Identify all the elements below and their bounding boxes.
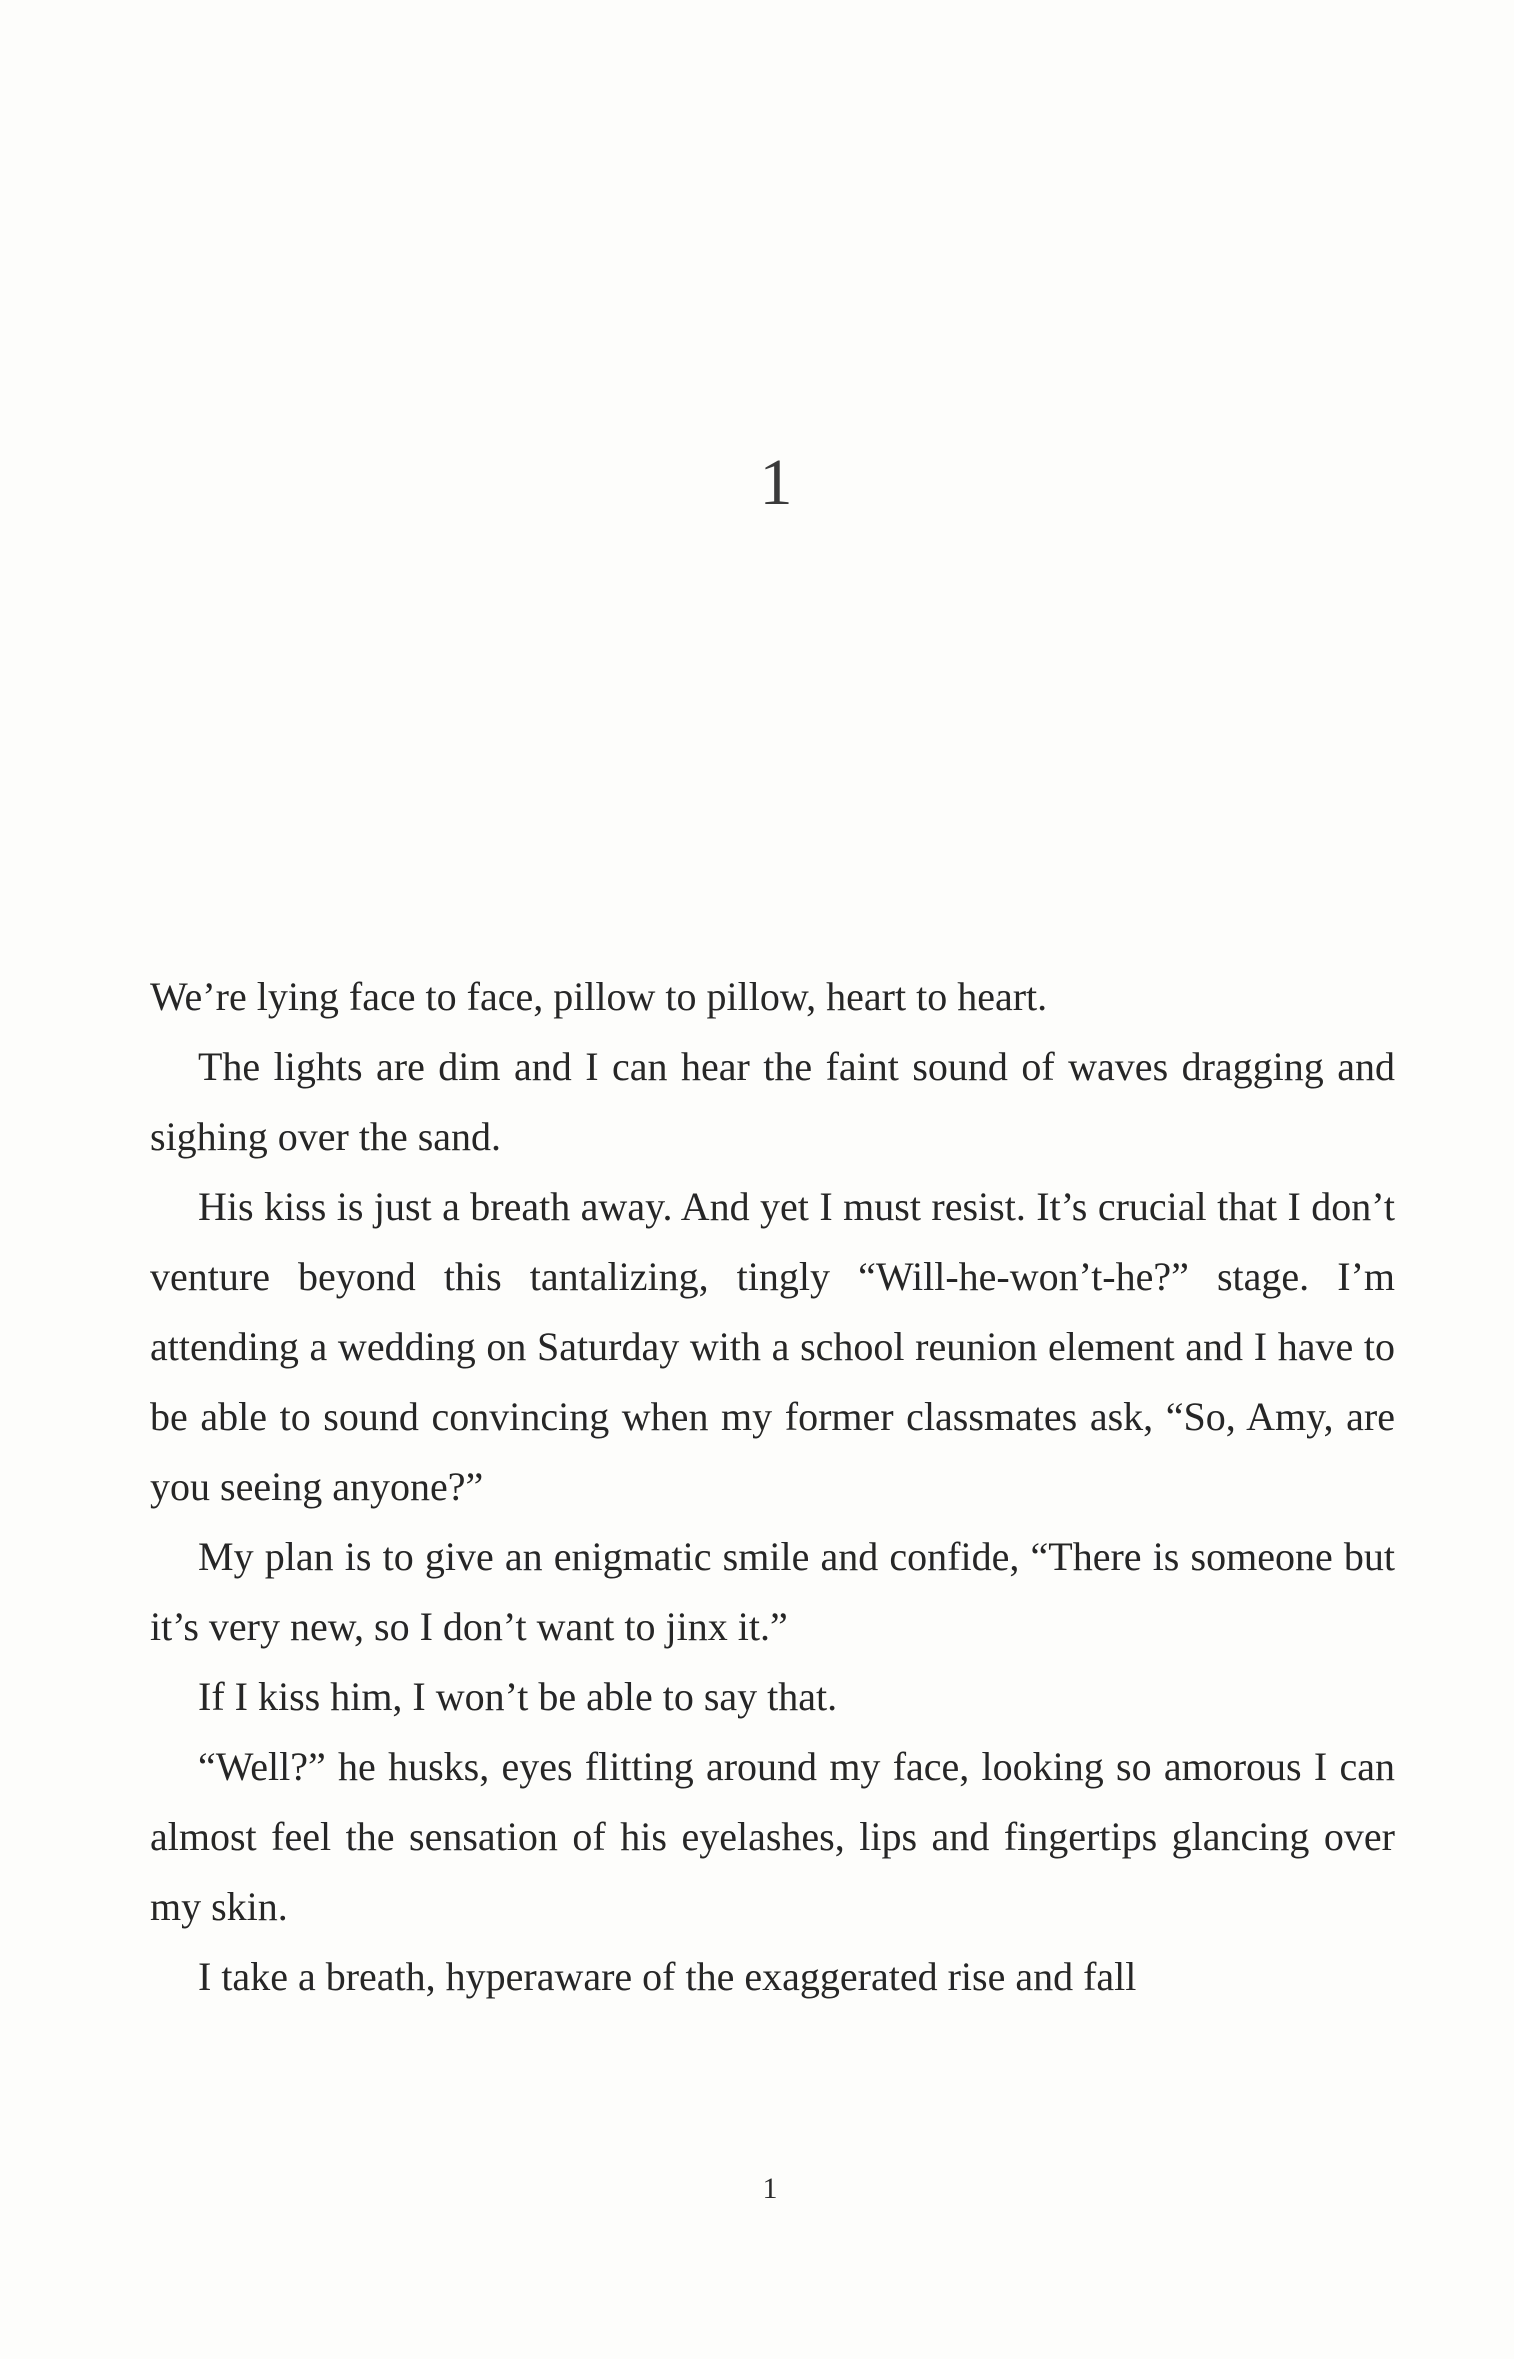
page-number: 1 [762,2172,778,2205]
paragraph: I take a breath, hyperaware of the exaggerated rise and fall [198,1954,1137,1999]
paragraph: My plan is to give an enigmatic smile and confide, “There is someone but it’s very new, so I don’t want to jinx it.” [150,1534,1395,1649]
paragraph: We’re lying face to face, pillow to pillow, heart to heart. [150,974,1048,1019]
paragraph: If I kiss him, I won’t be able to say that. [198,1674,838,1719]
chapter-body [150,962,1395,2012]
paragraph: His kiss is just a breath away. And yet I must resist. It’s crucial that I don’t venture beyond this tantalizing, tingly “Will-he-won’t-he?” stage. I’m attending a wedding on Saturday with a school reunion element and I have to be able to sound convincing when my former classmates ask, “So, Amy, are you seeing anyone?” [150,1184,1395,1509]
paragraph: “Well?” he husks, eyes flitting around my face, looking so amorous I can almost feel the sensation of his eyelashes, lips and fingertips glancing over my skin. [150,1744,1395,1929]
chapter-number: 1 [759,446,793,519]
paragraph: The lights are dim and I can hear the faint sound of waves dragging and sighing over the sand. [150,1044,1395,1159]
